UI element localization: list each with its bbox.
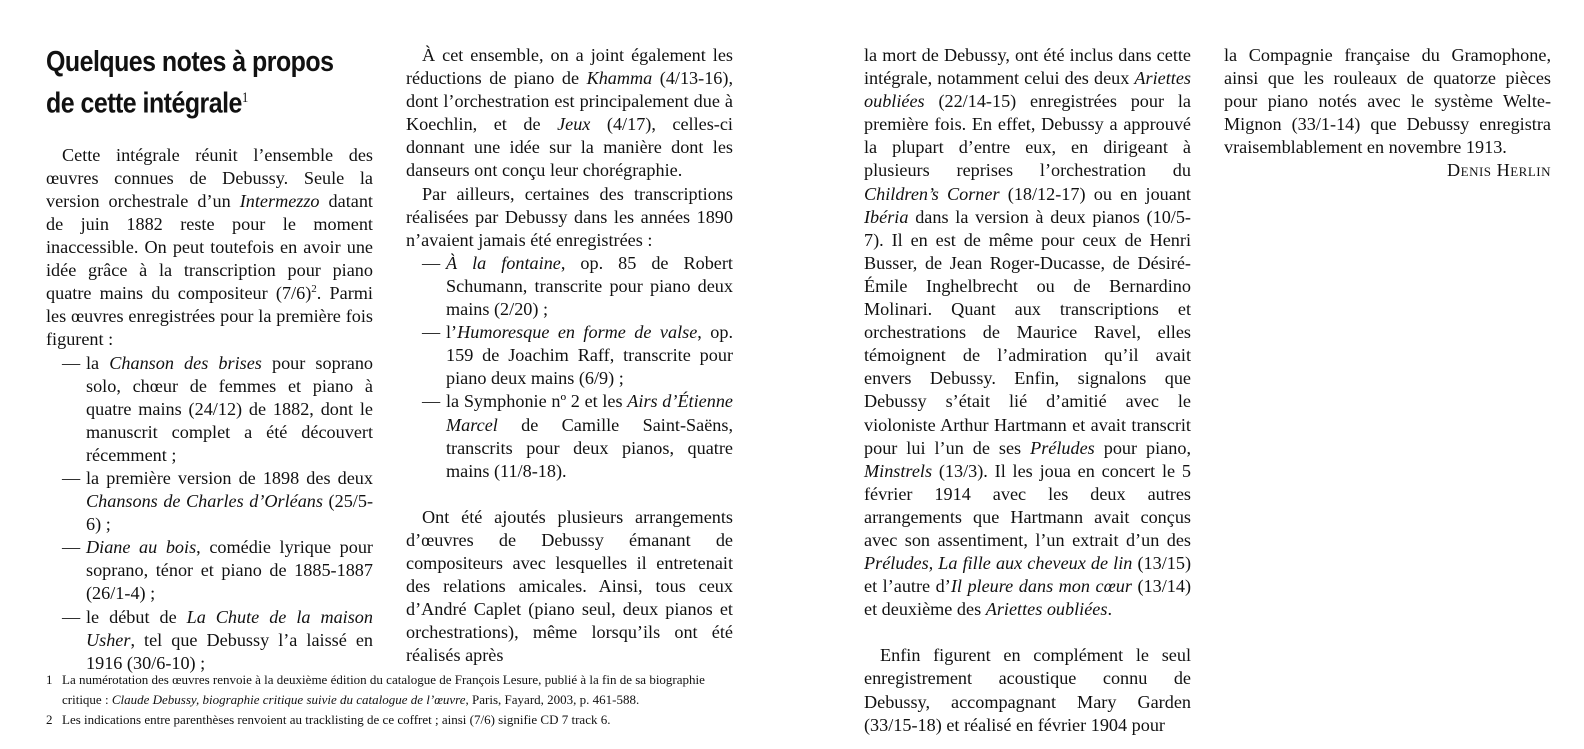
- footnote-2: [46, 710, 738, 730]
- italic-title: Claude Debussy, biographie critique suivie du catalogue de l’œuvre: [111, 692, 466, 707]
- dash-marker: —: [422, 322, 441, 343]
- text-run: (4/17), celles-ci donnant une idée sur la manière dont les danseurs ont conçu leur chorégraphie.: [406, 114, 733, 181]
- column-2: [406, 44, 733, 667]
- italic-title: La Chute de la maison Usher: [86, 606, 373, 650]
- italic-title: Chanson des brises: [109, 352, 262, 373]
- footnotes: [46, 670, 738, 730]
- text-run: À cet ensemble, on a joint également les réductions de piano de: [406, 45, 733, 89]
- column-3: [864, 44, 1191, 737]
- column-4: [1224, 44, 1551, 183]
- text-run: (13/14) et deuxième des: [864, 576, 1191, 620]
- italic-title: À la fontaine: [446, 252, 561, 273]
- dash-marker: —: [422, 252, 441, 273]
- italic-title: Préludes, La fille aux cheveux de lin: [864, 553, 1133, 574]
- text-run: Cette intégrale réunit l’ensemble des œuvres connues de Debussy. Seule la version orchestrale d’un: [46, 144, 373, 211]
- text-run: (13/3). Il les joua en concert le 5 février 1914 avec les deux autres arrangements que Hartmann avait conçus avec son assentiment, l’un extrait d’un des: [864, 460, 1191, 550]
- paragraph-gap: [406, 483, 733, 506]
- paragraph: Par ailleurs, certaines des transcriptions réalisées par Debussy dans les années 1890 n’avaient jamais été enregistrées :: [406, 183, 733, 250]
- text-run: (25/5-6) ;: [86, 491, 373, 535]
- page-title: [46, 44, 373, 122]
- text-run: pour soprano solo, chœur de femmes et piano à quatre mains (24/12) de 1882, dont le manuscrit complet a été découvert récemment ;: [86, 352, 374, 465]
- text-run: dans la version à deux pianos (10/5-7). Il en est de même pour ceux de Henri Busser, de Jean Roger-Ducasse, de Désiré-Émile Inghelbrecht ou de Bernardino Molinari. Quant aux transcriptions et orchestrations de Maurice Ravel, elles témoignent de l’admiration qu’il avait envers Debussy. Enfin, signalons que Debussy s’était lié d’amitié avec le violoniste Arthur Hartmann et avait transcrit pour lui l’un de ses: [864, 206, 1191, 458]
- italic-title: Intermezzo: [239, 190, 320, 211]
- text-run: la: [86, 352, 110, 373]
- italic-title: Ariettes oubliées: [864, 68, 1191, 112]
- dash-marker: —: [62, 352, 81, 373]
- text-run: , op. 85 de Robert Schumann, transcrite pour piano deux mains (2/20) ;: [446, 252, 733, 320]
- first-recordings-list: [46, 352, 373, 675]
- text-run: , tel que Debussy l’a laissé en 1916 (30/6-10) ;: [86, 629, 373, 673]
- dash-marker: —: [62, 537, 81, 558]
- italic-title: Préludes: [1030, 437, 1095, 458]
- text-run: de Camille Saint-Saëns, transcrits pour deux pianos, quatre mains (11/8-18).: [446, 414, 733, 481]
- title-footnote-ref: 1: [241, 90, 248, 106]
- list-item: [406, 390, 733, 482]
- paragraph: [864, 44, 1191, 621]
- footnote-1: [46, 670, 738, 710]
- text-run: . Parmi les œuvres enregistrées pour la première fois figurent :: [46, 283, 373, 350]
- italic-title: Khamma: [586, 68, 653, 89]
- list-item: [406, 252, 733, 321]
- paragraph: Ont été ajoutés plusieurs arrangements d’œuvres de Debussy émanant de compositeurs avec lesquelles il entretenait des relations amicales. Ainsi, tous ceux d’André Caplet (piano seul, deux pianos et orchestrations), même lorsqu’ils ont été réalisés après: [406, 506, 733, 666]
- title-line-1: Quelques notes à propos: [46, 46, 334, 78]
- text-run: , Paris, Fayard, 2003, p. 461-588.: [465, 692, 640, 707]
- list-item: [46, 467, 373, 536]
- text-run: La numérotation des œuvres renvoie à la deuxième édition du catalogue de François Lesure, publié à la fin de sa biographie critique :: [62, 672, 705, 707]
- transcriptions-list: [406, 252, 733, 483]
- text-run: la mort de Debussy, ont été inclus dans cette intégrale, notamment celui des deux: [864, 45, 1191, 89]
- text-run: (18/12-17) ou en jouant: [999, 183, 1191, 204]
- dash-marker: —: [62, 467, 81, 488]
- paragraph: la Compagnie française du Gramophone, ainsi que les rouleaux de quatorze pièces pour piano notés avec le système Welte-Mignon (33/1-14) que Debussy enregistra vraisemblablement en novembre 1913.: [1224, 45, 1551, 158]
- intro-paragraph: [46, 144, 373, 352]
- list-item: [46, 536, 373, 605]
- text-run: (4/13-16), dont l’orchestration est principalement due à Koechlin, et de: [406, 68, 734, 135]
- dash-marker: —: [62, 606, 81, 627]
- footnote-number: 1: [46, 672, 53, 687]
- author-signature: Denis Herlin: [1447, 160, 1551, 181]
- dash-marker: —: [422, 391, 441, 412]
- paragraph: Enfin figurent en complément le seul enregistrement acoustique connu de Debussy, accompagnant Mary Garden (33/15-18) et réalisé en février 1904 pour: [864, 645, 1191, 735]
- text-run: la Symphonie nº 2 et les: [446, 391, 628, 412]
- italic-title: Il pleure dans mon cœur: [950, 576, 1132, 597]
- text-run: Les indications entre parenthèses renvoient au tracklisting de ce coffret ; ainsi (7/6) signifie CD 7 track 6.: [62, 712, 611, 727]
- text-run: (22/14-15) enregistrées pour la première fois. En effet, Debussy a approuvé la plupart d’entre eux, en dirigeant à plusieurs reprises l’orchestration du: [864, 91, 1191, 181]
- italic-title: Humoresque en forme de valse: [457, 322, 698, 343]
- text-run: pour piano,: [1094, 437, 1192, 458]
- italic-title: Ibéria: [864, 206, 909, 227]
- text-run: , comédie lyrique pour soprano, ténor et piano de 1885-1887 (26/1-4) ;: [86, 537, 373, 604]
- list-item: [406, 321, 733, 390]
- italic-title: Ariettes oubliées: [985, 599, 1108, 620]
- text-run: .: [1107, 599, 1112, 620]
- text-run: , op. 159 de Joachim Raff, transcrite pour piano deux mains (6/9) ;: [446, 322, 733, 389]
- text-run: la première version de 1898 des deux: [86, 467, 373, 488]
- paragraph: [406, 44, 733, 183]
- footnote-ref: 2: [311, 283, 317, 296]
- text-run: l’: [446, 322, 458, 343]
- italic-title: Children’s Corner: [864, 183, 1000, 204]
- list-item: [46, 352, 373, 467]
- italic-title: Chansons de Charles d’Orléans: [86, 491, 323, 512]
- paragraph-gap: [864, 621, 1191, 644]
- text-run: (13/15) et l’autre d’: [864, 553, 1191, 597]
- text-run: datant de juin 1882 reste pour le moment inaccessible. On peut toutefois en avoir une idée grâce à la transcription pour piano quatre mains du compositeur (7/6): [46, 190, 373, 304]
- footnote-number: 2: [46, 712, 53, 727]
- list-item: [46, 606, 373, 675]
- italic-title: Minstrels: [864, 460, 933, 481]
- italic-title: Jeux: [557, 114, 591, 135]
- text-run: le début de: [86, 606, 187, 627]
- italic-title: Airs d’Étienne Marcel: [446, 391, 733, 435]
- title-line-2: de cette intégrale: [46, 87, 242, 120]
- italic-title: Diane au bois: [86, 537, 197, 558]
- column-1: [46, 44, 373, 675]
